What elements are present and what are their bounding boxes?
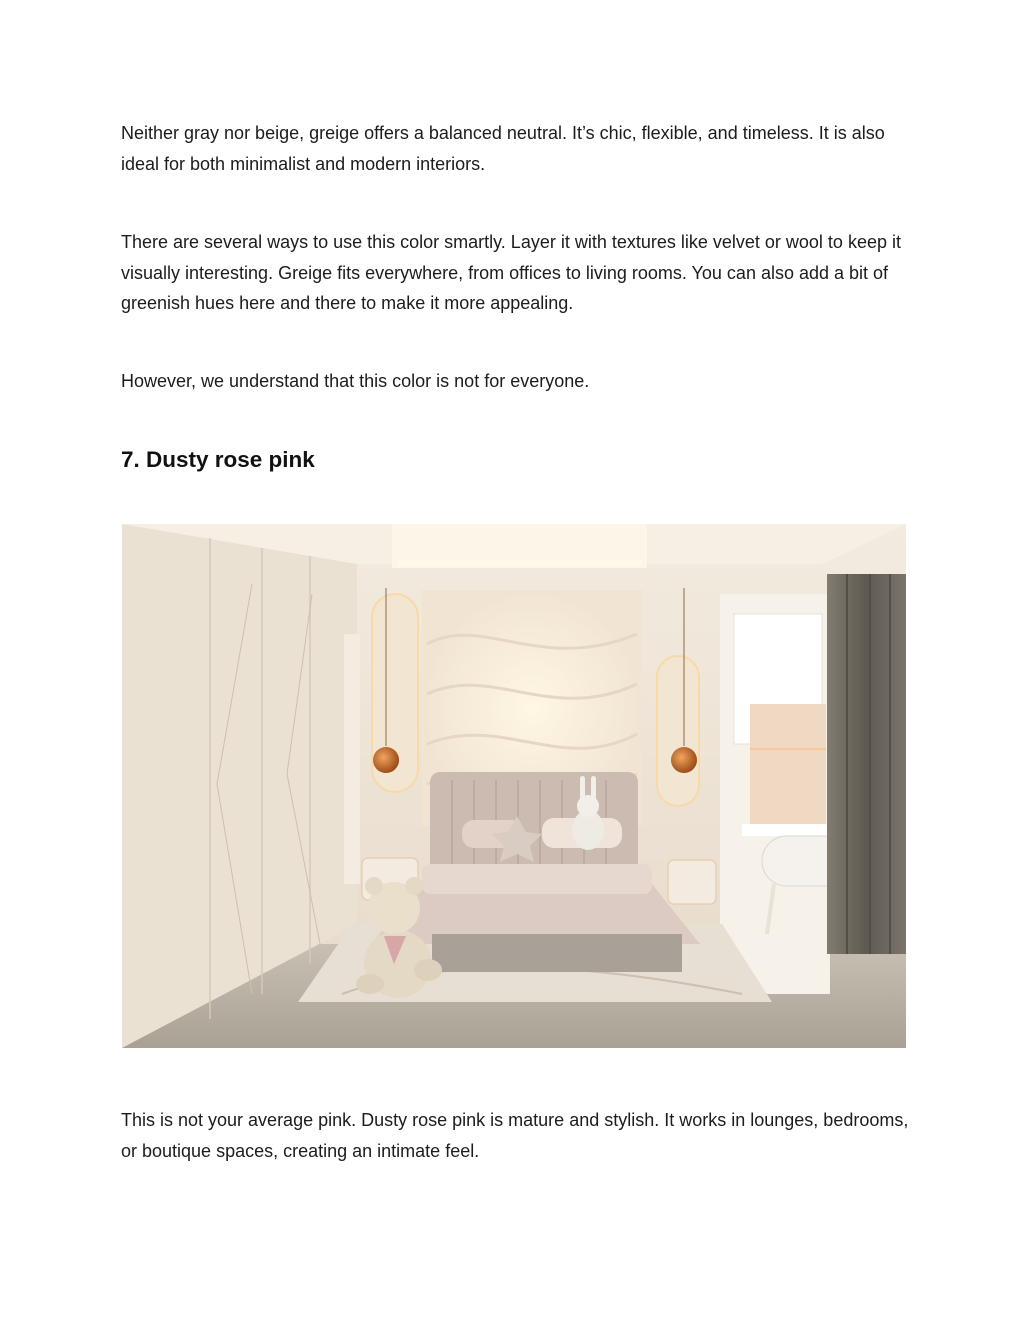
bedroom-photo (122, 524, 906, 1048)
intro-paragraph: Neither gray nor beige, greige offers a balanced neutral. It’s chic, flexible, and timeless. It is also ideal for both minimalist and modern interiors. (121, 123, 885, 174)
tips-paragraph: There are several ways to use this color smartly. Layer it with textures like velvet or wool to keep it visually interesting. Greige fits everywhere, from offices to living rooms. You can also add a bit of greenish hues here and there to make it more appealing. (121, 232, 901, 313)
section-heading: 7. Dusty rose pink (121, 447, 315, 472)
caveat-paragraph: However, we understand that this color is not for everyone. (121, 371, 590, 391)
closing-paragraph: This is not your average pink. Dusty rose pink is mature and stylish. It works in lounges, bedrooms, or boutique spaces, creating an intimate feel. (121, 1110, 909, 1161)
